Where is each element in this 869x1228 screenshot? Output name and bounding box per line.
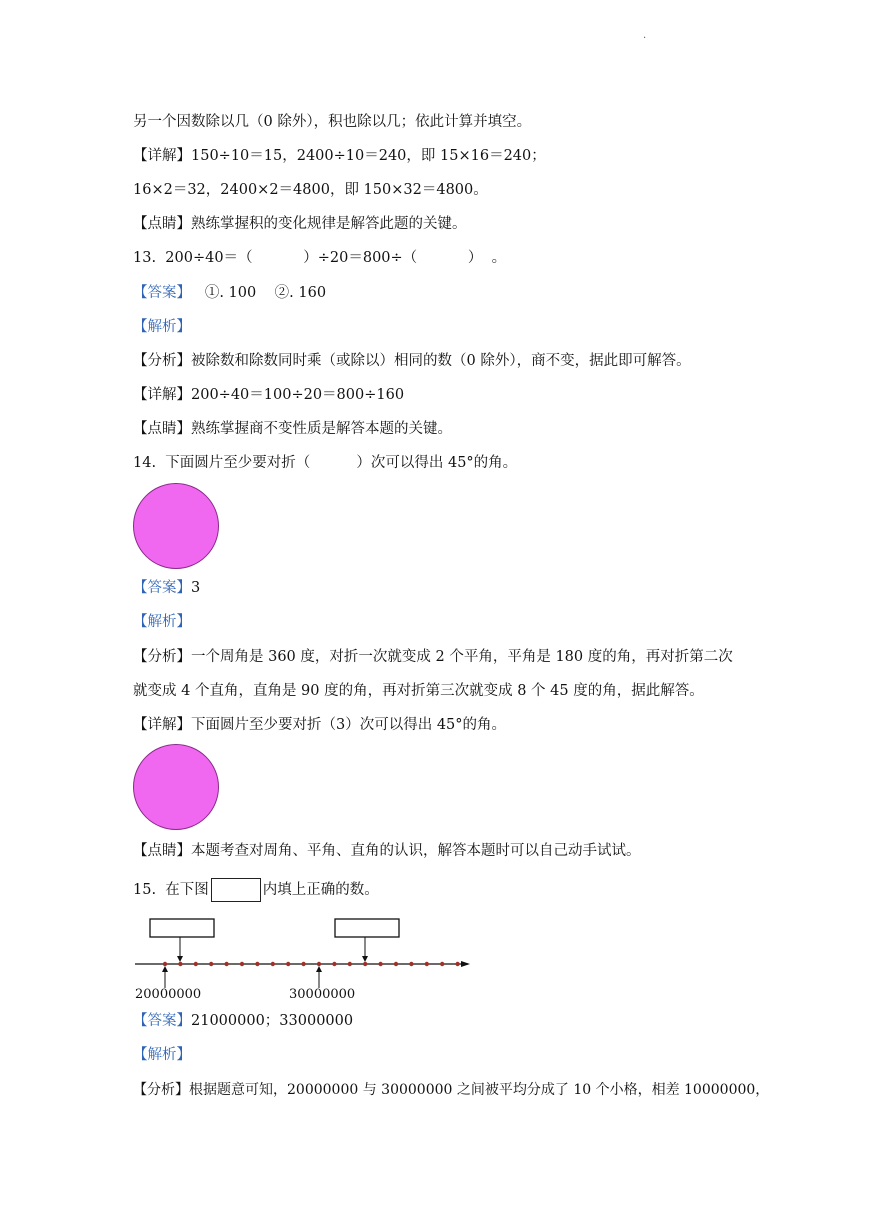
tick-dot bbox=[271, 962, 275, 966]
header-mark: . bbox=[643, 30, 647, 41]
tick-dot bbox=[394, 962, 398, 966]
tick-dot bbox=[440, 962, 444, 966]
tick-dot bbox=[178, 962, 182, 966]
tick-dot bbox=[163, 962, 167, 966]
q14-fenxi: 【分析】一个周角是 360 度，对折一次就变成 2 个平角，平角是 180 度的角，再对折第二次 bbox=[133, 649, 733, 665]
tick-dot bbox=[255, 962, 259, 966]
answer-text: 21000000；33000000 bbox=[191, 1013, 354, 1029]
q15-suffix: 内填上正确的数。 bbox=[262, 882, 379, 898]
q14-fenxi: 就变成 4 个直角，直角是 90 度的角，再对折第三次就变成 8 个 45 度的角，据此解答。 bbox=[133, 683, 704, 699]
question-14: 14. 下面圆片至少要对折（ ）次可以得出 45°的角。 bbox=[133, 455, 518, 471]
text-line: 16×2＝32，2400×2＝4800，即 150×32＝4800。 bbox=[133, 182, 488, 198]
circle-figure bbox=[133, 483, 219, 569]
tick-dot bbox=[194, 962, 198, 966]
tick-dot bbox=[363, 962, 367, 966]
tick-dot bbox=[224, 962, 228, 966]
question-13: 13. 200÷40＝（ ）÷20＝800÷（ ） 。 bbox=[133, 250, 507, 266]
q15-jiexi: 【解析】 bbox=[133, 1047, 191, 1063]
q14-dianjing: 【点睛】本题考查对周角、平角、直角的认识，解答本题时可以自己动手试试。 bbox=[133, 843, 641, 859]
answer-box-1 bbox=[150, 919, 214, 937]
tick-dot bbox=[332, 962, 336, 966]
answer-tag: 【答案】 bbox=[133, 580, 191, 596]
answer-tag: 【答案】 bbox=[133, 285, 191, 301]
tick-dot bbox=[209, 962, 213, 966]
text-line: 另一个因数除以几（0 除外），积也除以几；依此计算并填空。 bbox=[133, 114, 532, 130]
q13-xiangjie: 【详解】200÷40＝100÷20＝800÷160 bbox=[133, 387, 405, 403]
tick-dot bbox=[240, 962, 244, 966]
q14-answer bbox=[133, 578, 200, 598]
mid-arrow bbox=[316, 966, 322, 972]
start-label: 20000000 bbox=[135, 987, 202, 1002]
tick-dot bbox=[455, 962, 459, 966]
answer-text: ①. 100 ②. 160 bbox=[191, 285, 327, 301]
text-line: 【详解】150÷10＝15，2400÷10＝240，即 15×16＝240； bbox=[133, 148, 546, 164]
tick-dot bbox=[425, 962, 429, 966]
mid-label: 30000000 bbox=[289, 987, 356, 1002]
tick-dot bbox=[409, 962, 413, 966]
tick-dot bbox=[378, 962, 382, 966]
answer-box bbox=[211, 878, 261, 902]
q14-jiexi: 【解析】 bbox=[133, 614, 191, 630]
axis-arrow bbox=[461, 961, 470, 967]
q13-dianjing: 【点睛】熟练掌握商不变性质是解答本题的关键。 bbox=[133, 421, 452, 437]
q15-answer bbox=[133, 1011, 353, 1031]
tick-dot bbox=[286, 962, 290, 966]
text-line: 【点睛】熟练掌握积的变化规律是解答此题的关键。 bbox=[133, 216, 467, 232]
q13-answer bbox=[133, 283, 326, 303]
question-15 bbox=[133, 878, 379, 902]
answer-tag: 【答案】 bbox=[133, 1013, 191, 1029]
pointer-arrow-2 bbox=[362, 956, 368, 962]
q15-prefix: 15. 在下图 bbox=[133, 882, 209, 898]
q14-xiangjie: 【详解】下面圆片至少要对折（3）次可以得出 45°的角。 bbox=[133, 717, 507, 733]
tick-dot bbox=[301, 962, 305, 966]
number-line-figure bbox=[130, 912, 480, 1004]
answer-box-2 bbox=[335, 919, 399, 937]
q15-fenxi: 【分析】根据题意可知，20000000 与 30000000 之间被平均分成了 10 个小格，相差 10000000， bbox=[133, 1082, 770, 1098]
answer-text: 3 bbox=[191, 580, 201, 596]
start-arrow bbox=[162, 966, 168, 972]
q13-fenxi: 【分析】被除数和除数同时乘（或除以）相同的数（0 除外），商不变，据此即可解答。 bbox=[133, 353, 691, 369]
circle-figure bbox=[133, 744, 219, 830]
tick-dot bbox=[317, 962, 321, 966]
q13-jiexi: 【解析】 bbox=[133, 319, 191, 335]
tick-dot bbox=[348, 962, 352, 966]
pointer-arrow-1 bbox=[177, 956, 183, 962]
